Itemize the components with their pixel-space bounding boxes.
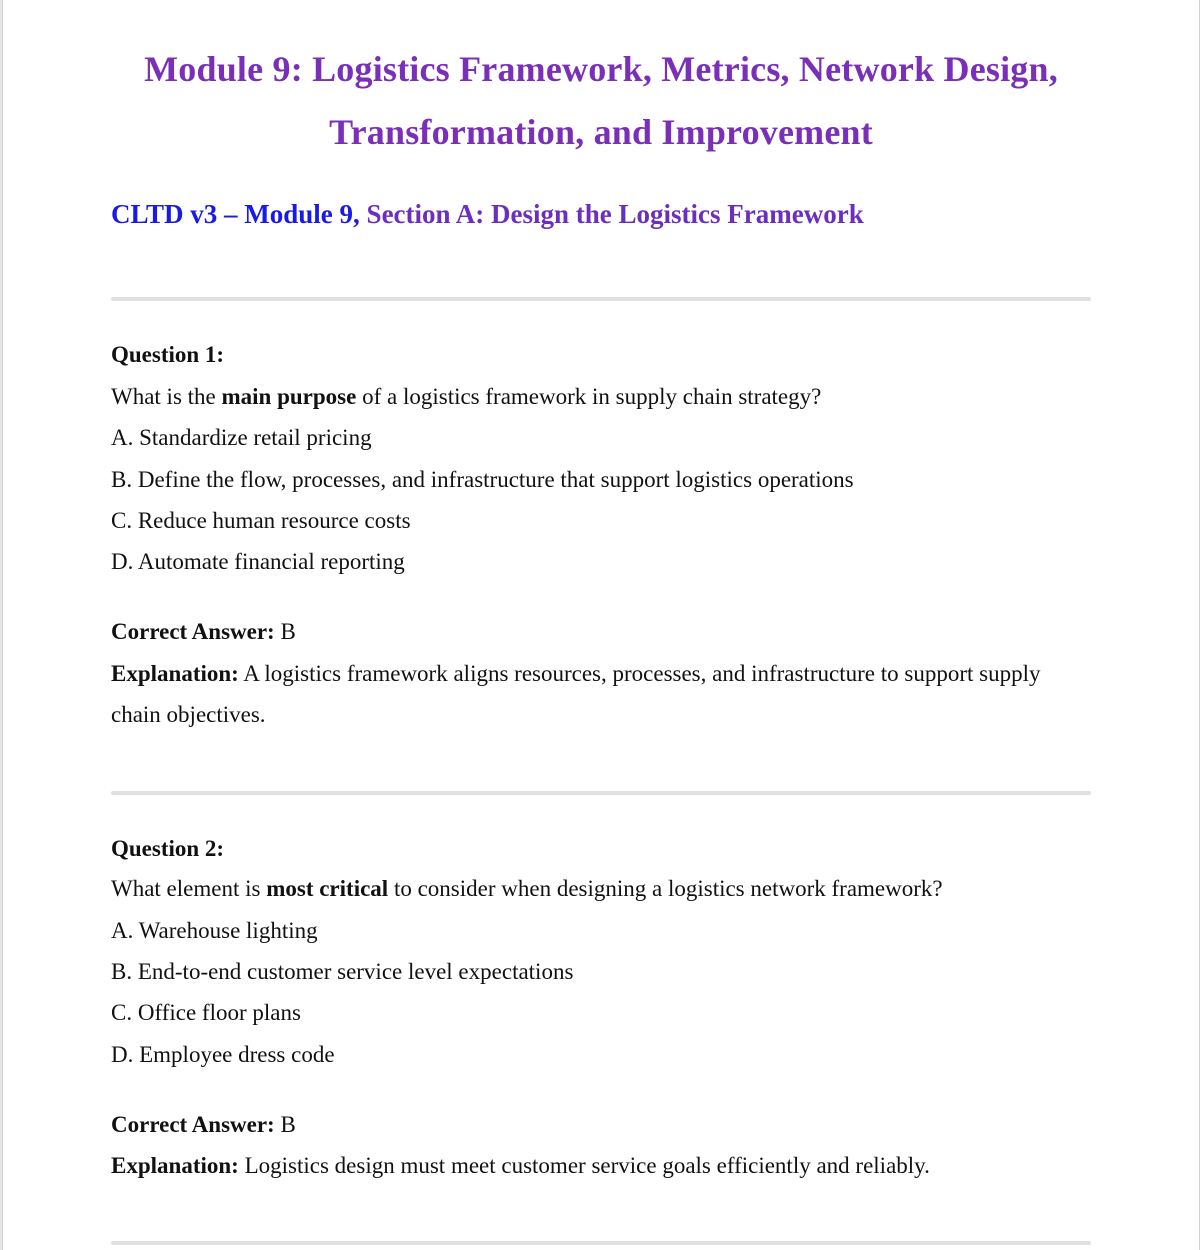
divider [111,1241,1091,1245]
explanation-label: Explanation: [111,1153,239,1178]
prompt-text: What element is [111,876,267,901]
correct-answer-label: Correct Answer: [111,619,275,644]
explanation-label: Explanation: [111,661,239,686]
document-title-line-1: Module 9: Logistics Framework, Metrics, Network Design, [144,49,1058,89]
question-heading: Question 2: [111,836,225,861]
correct-answer [111,1112,296,1138]
prompt-text: to consider when designing a logistics network framework? [388,876,943,901]
answer-option: A. Standardize retail pricing [111,425,372,450]
explanation-text: Logistics design must meet customer service goals efficiently and reliably. [238,1153,930,1178]
prompt-emphasis: main purpose [221,384,357,409]
answer-option: C. Reduce human resource costs [111,508,411,533]
correct-answer-value: B [274,1112,296,1137]
explanation-continued: chain objectives. [111,702,266,727]
correct-answer-value: B [274,619,296,644]
subtitle-section: Section A: Design the Logistics Framework [366,199,864,229]
answer-option: B. End-to-end customer service level expectations [111,959,574,984]
answer-option: B. Define the flow, processes, and infrastructure that support logistics operations [111,467,854,492]
answer-option: C. Office floor plans [111,1000,301,1025]
divider [111,791,1091,795]
question-heading: Question 1: [111,342,225,367]
question-prompt [111,384,821,410]
explanation [111,1153,930,1179]
prompt-emphasis: most critical [266,876,389,901]
prompt-text: What is the [111,384,222,409]
document-title-line-2: Transformation, and Improvement [329,112,873,152]
divider [111,297,1091,301]
section-subtitle [111,199,864,230]
answer-option: D. Automate financial reporting [111,549,405,574]
explanation [111,661,1040,687]
answer-option: D. Employee dress code [111,1042,335,1067]
document-page [2,0,1200,1250]
correct-answer [111,619,296,645]
prompt-text: of a logistics framework in supply chain strategy? [356,384,822,409]
correct-answer-label: Correct Answer: [111,1112,275,1137]
explanation-text: A logistics framework aligns resources, processes, and infrastructure to support supply [238,661,1041,686]
question-prompt [111,876,943,902]
subtitle-course: CLTD v3 – Module 9, [111,199,367,229]
answer-option: A. Warehouse lighting [111,918,318,943]
